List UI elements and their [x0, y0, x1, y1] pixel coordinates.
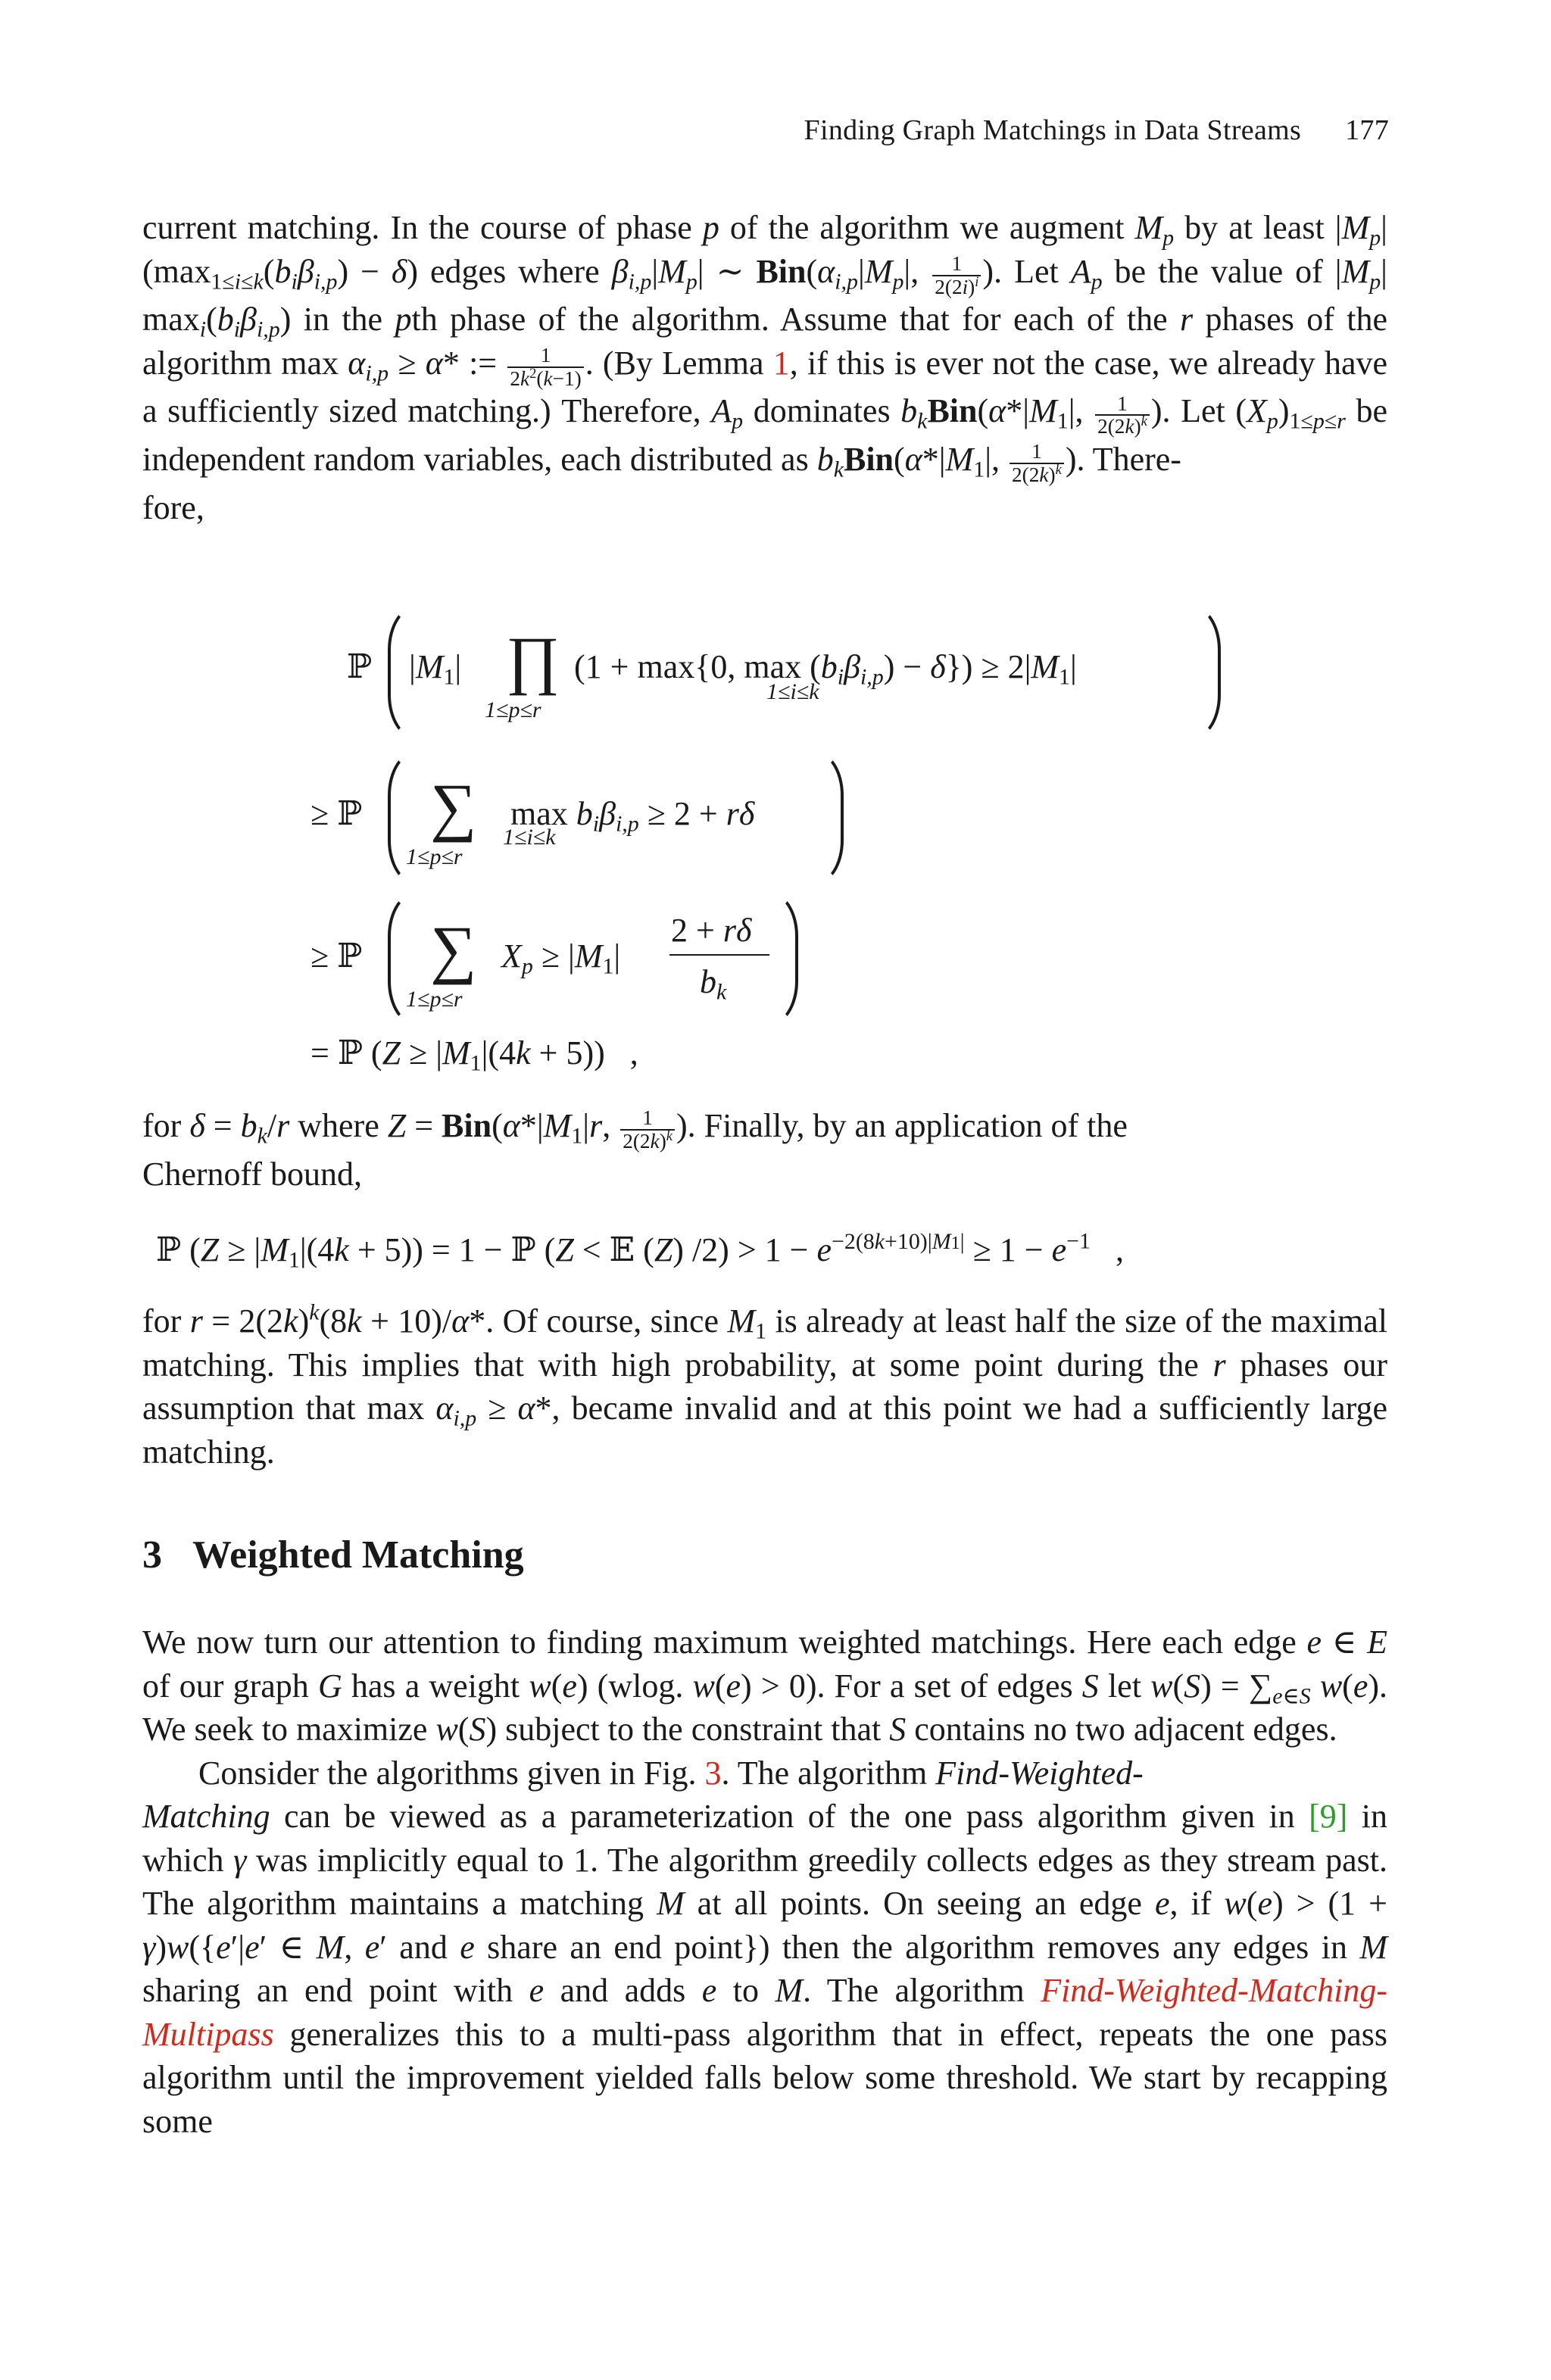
citation-link[interactable]: [9] [1309, 1798, 1348, 1835]
paragraph-delta-def: for $\delta = b_k/r$ where $Z = Bin(\alpha*|M_1|r$, $\frac{1}{2(2k)^k}$ ). Finally, by an application of the Chernoff bound, [142, 1106, 1128, 1193]
section-title: Weighted Matching [192, 1533, 524, 1577]
text-chernoff: Chernoff bound, [142, 1155, 363, 1193]
running-title: Finding Graph Matchings in Data Streams [804, 114, 1302, 146]
eq-paren-right-1 [1191, 604, 1221, 741]
sum-symbol-1: ∑ [430, 770, 477, 843]
multipass-link[interactable]: Find-Weighted-Matching-Multipass [142, 1972, 1388, 2053]
algo-name-part1: Find-Weighted- [935, 1754, 1144, 1792]
figure-link[interactable]: 3 [704, 1754, 722, 1792]
paragraph-phase-analysis: current matching. In the course of phase p of the algorithm we augment $M_p$ by at least $|M_p|(\max_{1\le i\le k}(b_i\beta_{i,p}) - \delta)$ edges where $\beta_{i,p}|M_p|$ ∼ $Bin(\alpha_{i,p}|M_p|$, $\frac{1}{2(2i)^i}$ ). Let $A_p$ be the value of $|M_p|$ $\max_i(b_i\beta_{i,p})$ in the pth phase of the algorithm. Assume that for each of the r phases of the algorithm $\max \alpha_{i,p} \ge \alpha*$ := $\frac{1}{2k^2(k-1)}$ . (By Lemma 1, if this is ever not the case, we already have a sufficiently sized matching.) Therefore, $A_p$ dominates $b_kBin(\alpha*|M_1|$, $\frac{1}{2(2k)^k}$ ). Let $(X_p)_{1\le p\le r}$ be independent random variables, each distributed as $b_kBin(\alpha*|M_1|$, $\frac{1}{2(2k)^k}$ ). There- fore, [142, 209, 1388, 526]
product-symbol: ∏ [506, 623, 560, 696]
section-heading [142, 1533, 524, 1577]
algo-name-part2: Matching [142, 1798, 270, 1835]
paragraph-conclusion: for $r = 2(2k)^k(8k + 10)/\alpha*$. Of course, since $M_1$ is already at least half the size of the maximal matching. This implies that with high probability, at some point during the r phases our assumption that $\max \alpha_{i,p} \ge \alpha*$, became invalid and at this point we had a sufficiently large matching. [142, 1299, 1387, 1471]
eq-line-1-prob: ℙ [347, 648, 373, 685]
running-header [804, 114, 1389, 147]
eq-line-4: = ℙ $(Z \ge |M_1|(4k + 5))$ , [311, 1034, 638, 1076]
section-number: 3 [142, 1533, 162, 1577]
page: Finding Graph Matchings in Data Streams 177 current matching. In the course of phase p of the algorithm we augment $M_p$ by at least $|M_p|(\max_{1\le i\le k}(b_i\beta_{i,p}) - \delta)$ edges where $\beta_{i,p}|M_p|$ ∼ $Bin(\alpha_{i,p}|M_p|$, $\frac{1}{2(2i)^i}$ ). Let $A_p$ be the value of $|M_p|$ $\max_i(b_i\beta_{i,p})$ in the pth phase of the algorithm. Assume that for each of the r phases of the algorithm $\max \alpha_{i,p} \ge \alpha*$ := $\frac{1}{2k^2(k-1)}$ . (By Lemma 1, if this is ever not the case, we already have a sufficiently sized matching.) Therefore, $A_p$ dominates $b_kBin(\alpha*|M_1|$, $\frac{1}{2(2k)^k}$ ). Let $(X_p)_{1\le p\le r}$ be independent random variables, each distributed as $b_kBin(\alpha*|M_1|$, $\frac{1}{2(2k)^k}$ ). There- fore, ℙ $|M_1|$ ∏ 1≤p≤r (1 + max{0, $\max (b_i\beta_{i,p}) - \delta\}) \ge 2|M_1|$ 1≤i≤k ≥ ℙ ∑ 1≤p≤r $\max b_i\beta_{i,p} \ge 2 + r\delta$ 1≤i≤k ≥ ℙ ∑ 1≤p≤r $X_p \ge |M_1|$ 2 + rδ $b_k$ = ℙ $(Z \ge |M_1|(4k + 5))$ , for $\delta = b_k/r$ where $Z = Bin(\alpha*|M_1|r$, $\frac{1}{2(2k)^k}$ ). Finally, by an application of the Chernoff bound, ℙ $(Z \ge |M_1|(4k + 5)) = 1$ − ℙ (Z < 𝔼 (Z) $/2) > 1 - e^{-2(8k+10)|M1|} \ge 1 - e^{-1}$ , for $r = 2(2k)^k(8k + 10)/\alpha*$. Of course, since $M_1$ is already at least half the size of the maximal matching. This implies that with high probability, at some point during the r phases our assumption that $\max \alpha_{i,p} \ge \alpha*$, became invalid and at this point we had a sufficiently large matching. 3 Weighted Matching We now turn our attention to finding maximum weighted matchings. Here each edge e ∈ E of our graph G has a weight w(e) (wlog. w(e) > 0). For a set of edges S let $w(S) = \sum_{e\in S}$ w(e). We seek to maximize w(S) subject to the constraint that S contains no two adjacent edges. Consider the algorithms given in Fig. 3. The algorithm Find-Weighted- Matching can be viewed as a parameterization of the one pass algorithm given in [9] in which γ was implicitly equal to 1. The algorithm greedily collects edges as they stream past. The algorithm maintains a matching M at all points. On seeing an edge e, if w(e) > (1 + γ)w({e′|e′ ∈ M, e′ and e share an end point}) then the algorithm removes any edges in M sharing an end point with e and adds e to M. The algorithm Find-Weighted-Matching-Multipass generalizes this to a multi-pass algorithm that in effect, repeats the one pass algorithm until the improvement yielded falls below some threshold. We start by recapping some [0, 0, 1551, 2380]
display-equation-chernoff: ℙ $(Z \ge |M_1|(4k + 5)) = 1$ − ℙ (Z < 𝔼 (Z) $/2) > 1 - e^{-2(8k+10)|M1|} \ge 1 - e^{-1}$ , [156, 1228, 1124, 1273]
text-fore: fore, [142, 488, 204, 526]
paragraph-weighted-intro: We now turn our attention to finding maximum weighted matchings. Here each edge e ∈ E of our graph G has a weight w(e) (wlog. w(e) > 0). For a set of edges S let $w(S) = \sum_{e\in S}$ w(e). We seek to maximize w(S) subject to the constraint that S contains no two adjacent edges. Consider the algorithms given in Fig. 3. The algorithm Find-Weighted- Matching can be viewed as a parameterization of the one pass algorithm given in [9] in which γ was implicitly equal to 1. The algorithm greedily collects edges as they stream past. The algorithm maintains a matching M at all points. On seeing an edge e, if w(e) > (1 + γ)w({e′|e′ ∈ M, e′ and e share an end point}) then the algorithm removes any edges in M sharing an end point with e and adds e to M. The algorithm Find-Weighted-Matching-Multipass generalizes this to a multi-pass algorithm that in effect, repeats the one pass algorithm until the improvement yielded falls below some threshold. We start by recapping some [142, 1624, 1388, 2140]
lemma-link[interactable]: 1 [772, 344, 790, 382]
sum-symbol-2: ∑ [430, 912, 477, 985]
eq-line-3: ≥ ℙ [311, 937, 363, 975]
page-number: 177 [1345, 114, 1389, 146]
eq-line-2: ≥ ℙ [311, 795, 363, 832]
